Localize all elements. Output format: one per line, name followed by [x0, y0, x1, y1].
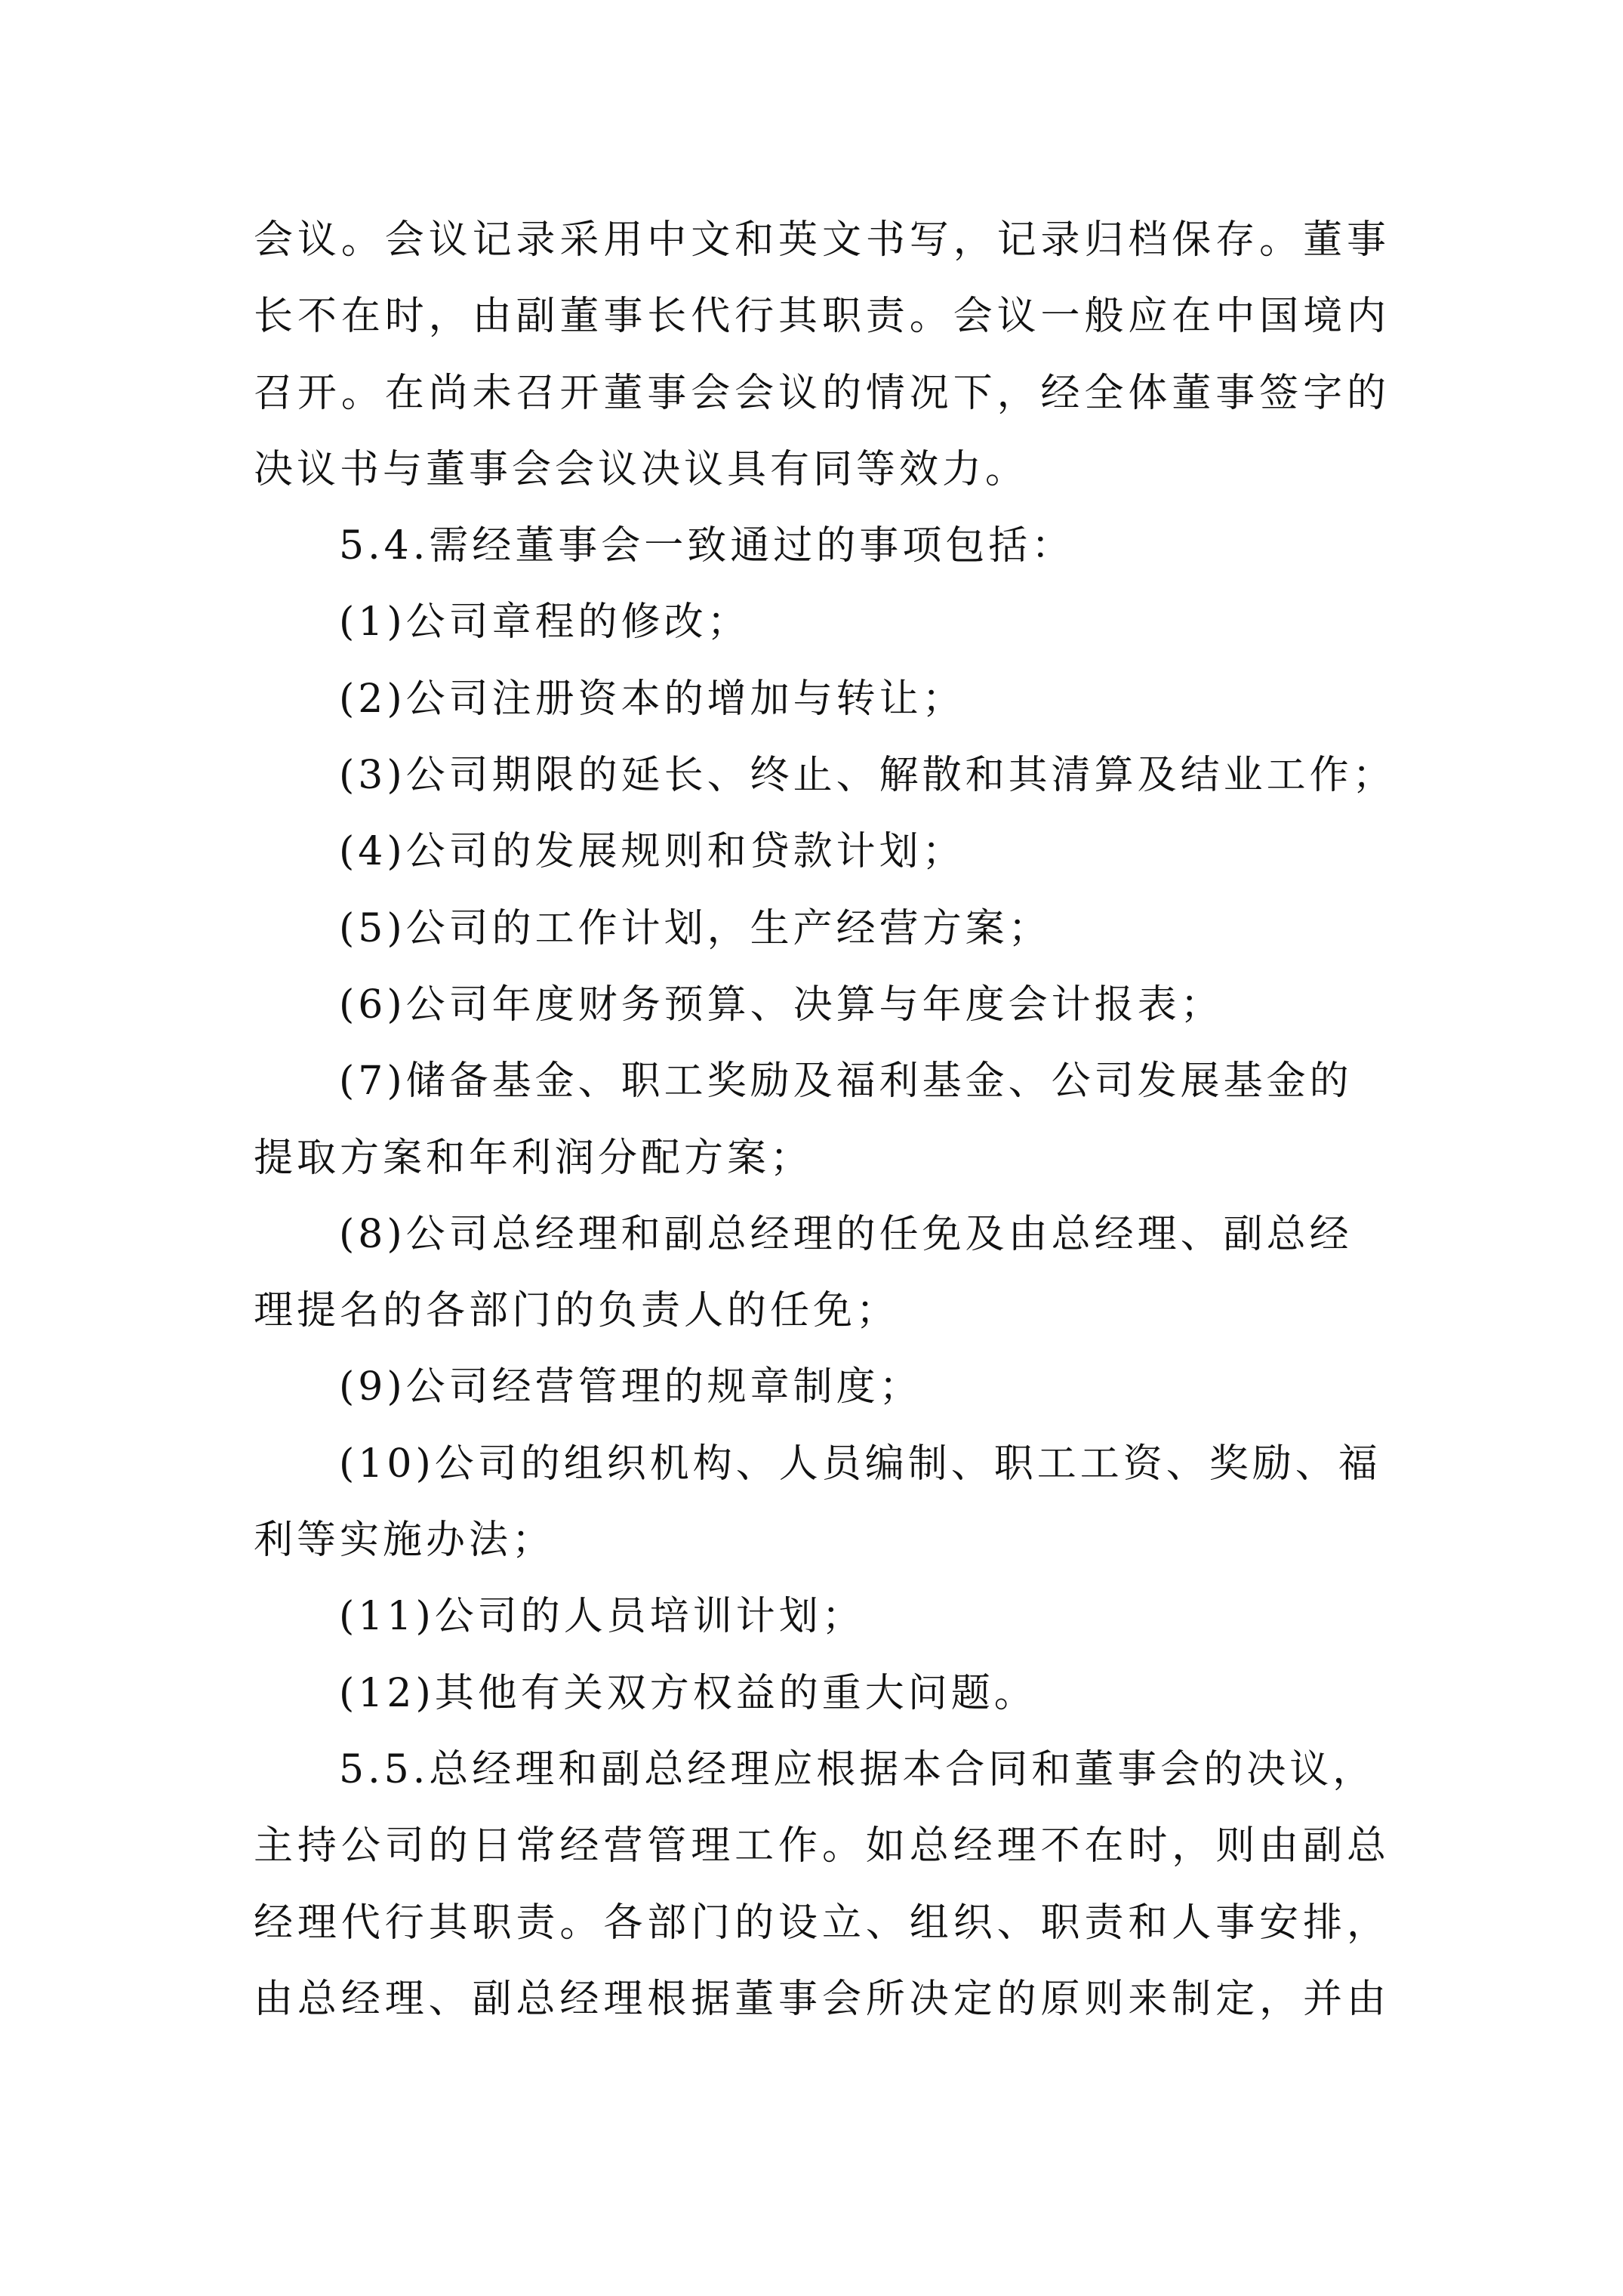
text-line: 经理代行其职责。各部门的设立、组织、职责和人事安排，	[254, 1900, 1386, 1946]
list-item-10-continued: 利等实施办法；	[254, 1518, 556, 1564]
list-item-5: (5)公司的工作计划，生产经营方案；	[339, 905, 1052, 951]
text-line: 召开。在尚未召开董事会会议的情况下，经全体董事签字的	[254, 370, 1386, 416]
text-line: 决议书与董事会会议决议具有同等效力。	[254, 446, 1029, 492]
section-heading-5-4: 5.4.需经董事会一致通过的事项包括：	[339, 523, 1075, 569]
list-item-3: (3)公司期限的延长、终止、解散和其清算及结业工作；	[339, 753, 1396, 799]
list-item-6: (6)公司年度财务预算、决算与年度会计报表；	[339, 982, 1224, 1028]
text-line: 主持公司的日常经营管理工作。如总经理不在时，则由副总	[254, 1823, 1386, 1869]
list-item-2: (2)公司注册资本的增加与转让；	[339, 676, 965, 722]
text-line: 长不在时，由副董事长代行其职责。会议一般应在中国境内	[254, 294, 1386, 340]
list-item-11: (11)公司的人员培训计划；	[339, 1594, 865, 1640]
list-item-4: (4)公司的发展规则和贷款计划；	[339, 829, 965, 875]
list-item-9: (9)公司经营管理的规章制度；	[339, 1364, 922, 1410]
list-item-10: (10)公司的组织机构、人员编制、职工工资、奖励、福	[339, 1441, 1381, 1487]
list-item-8: (8)公司总经理和副总经理的任免及由总经理、副总经	[339, 1211, 1353, 1257]
list-item-7-continued: 提取方案和年利润分配方案；	[254, 1135, 814, 1181]
text-line: 会议。会议记录采用中文和英文书写，记录归档保存。董事	[254, 217, 1386, 263]
text-line: 由总经理、副总经理根据董事会所决定的原则来制定，并由	[254, 1976, 1386, 2022]
list-item-7: (7)储备基金、职工奖励及福利基金、公司发展基金的	[339, 1059, 1353, 1105]
document-body	[254, 202, 1396, 2038]
section-heading-5-5: 5.5.总经理和副总经理应根据本合同和董事会的决议，	[339, 1746, 1376, 1792]
list-item-1: (1)公司章程的修改；	[339, 599, 750, 646]
list-item-8-continued: 理提名的各部门的负责人的任免；	[254, 1288, 900, 1334]
list-item-12: (12)其他有关双方权益的重大问题。	[339, 1670, 1037, 1716]
